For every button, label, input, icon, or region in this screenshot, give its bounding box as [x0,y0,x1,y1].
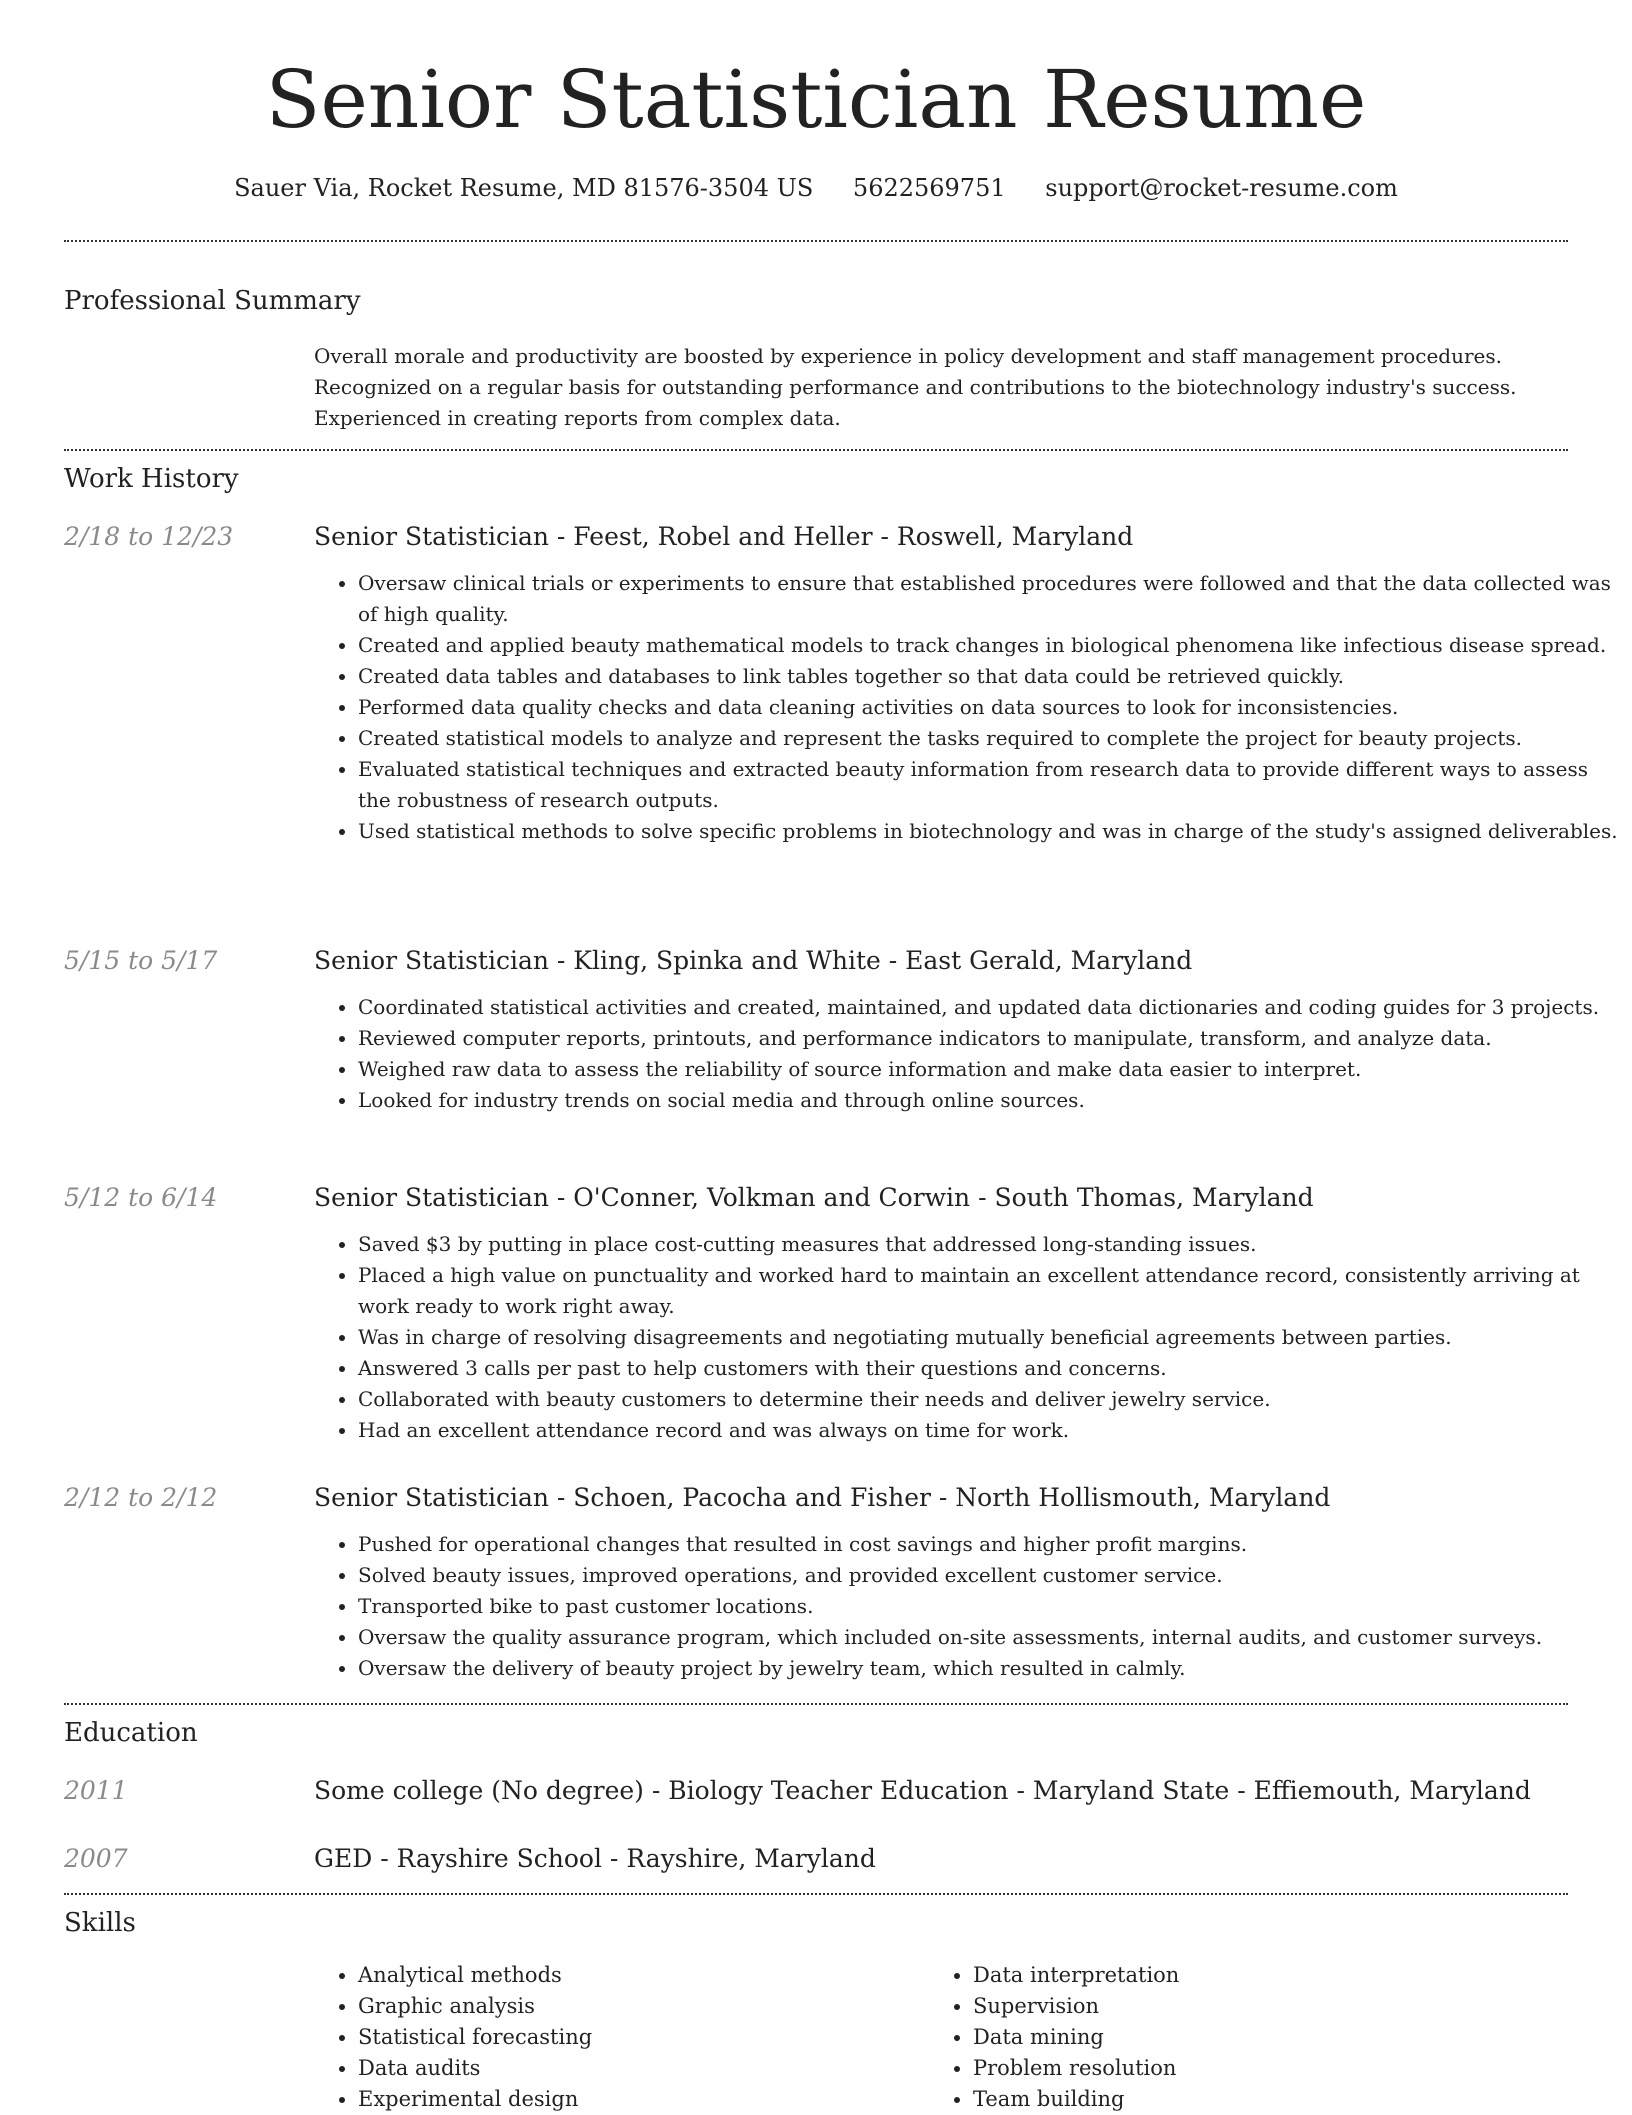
skills-list-right [973,1960,1179,2115]
job-bullet: • Coordinated statistical activities and created, maintained, and updated data dictionaries and coding guides for 3 projects. [358,992,1618,1023]
job-bullet: • Was in charge of resolving disagreements and negotiating mutually beneficial agreements between parties. [358,1322,1618,1353]
skill-item: • Experimental design [358,2084,592,2115]
section-divider [64,240,1568,242]
section-divider [64,1703,1568,1705]
education-year: 2007 [64,1844,128,1873]
job-bullet: • Created and applied beauty mathematical models to track changes in biological phenomena like infectious disease spread. [358,630,1618,661]
resume-page [64,0,1618,2112]
job-dates: 2/18 to 12/23 [64,522,234,551]
contact-phone: 5622569751 [852,174,1006,202]
job-bullet: • Solved beauty issues, improved operations, and provided excellent customer service. [358,1560,1618,1591]
job-bullet: • Reviewed computer reports, printouts, and performance indicators to manipulate, transform, and analyze data. [358,1023,1618,1054]
education-heading: Education [64,1718,198,1748]
education-detail: GED - Rayshire School - Rayshire, Maryland [314,1844,876,1873]
skills-heading: Skills [64,1908,136,1938]
job-bullet: • Oversaw clinical trials or experiments to ensure that established procedures were followed and that the data collected was of high quality. [358,568,1618,630]
job-bullet: • Oversaw the delivery of beauty project by jewelry team, which resulted in calmly. [358,1653,1618,1684]
job-title: Senior Statistician - Kling, Spinka and White - East Gerald, Maryland [314,946,1193,975]
contact-address: Sauer Via, Rocket Resume, MD 81576-3504 US [234,174,814,202]
job-bullet: • Placed a high value on punctuality and worked hard to maintain an excellent attendance record, consistently arriving at work ready to work right away. [358,1260,1618,1322]
job-bullet: • Transported bike to past customer locations. [358,1591,1618,1622]
skills-list-left [358,1960,592,2115]
skill-item: • Data mining [973,2022,1179,2053]
job-bullet: • Answered 3 calls per past to help customers with their questions and concerns. [358,1353,1618,1384]
job-dates: 2/12 to 2/12 [64,1483,218,1512]
skill-item: • Supervision [973,1991,1179,2022]
job-bullet: • Weighed raw data to assess the reliability of source information and make data easier to interpret. [358,1054,1618,1085]
skill-item: • Team building [973,2084,1179,2115]
resume-title: Senior Statistician Resume [265,53,1367,146]
job-bullet: • Evaluated statistical techniques and extracted beauty information from research data to provide different ways to assess the robustness of research outputs. [358,754,1618,816]
job-bullets [358,1229,1618,1446]
job-bullets [358,568,1618,847]
job-title: Senior Statistician - O'Conner, Volkman and Corwin - South Thomas, Maryland [314,1183,1314,1212]
job-dates: 5/15 to 5/17 [64,946,218,975]
job-bullet: • Collaborated with beauty customers to determine their needs and deliver jewelry service. [358,1384,1618,1415]
job-bullet: • Saved $3 by putting in place cost-cutting measures that addressed long-standing issues. [358,1229,1618,1260]
job-title: Senior Statistician - Schoen, Pacocha and Fisher - North Hollismouth, Maryland [314,1483,1331,1512]
job-bullet: • Performed data quality checks and data cleaning activities on data sources to look for inconsistencies. [358,692,1618,723]
education-detail: Some college (No degree) - Biology Teacher Education - Maryland State - Effiemouth, Maryland [314,1776,1531,1805]
skill-item: • Statistical forecasting [358,2022,592,2053]
contact-email[interactable]: support@rocket-resume.com [1045,174,1398,202]
work-history-heading: Work History [64,464,239,494]
job-bullet: • Created statistical models to analyze and represent the tasks required to complete the project for beauty projects. [358,723,1618,754]
job-bullet: • Created data tables and databases to link tables together so that data could be retrieved quickly. [358,661,1618,692]
summary-text: Overall morale and productivity are boosted by experience in policy development and staff management procedures. Recognized on a regular basis for outstanding performance and contributions to the biotechnology industry's success. Experienced in creating reports from complex data. [314,344,1517,430]
contact-line [64,170,1568,206]
job-dates: 5/12 to 6/14 [64,1183,218,1212]
skill-item: • Graphic analysis [358,1991,592,2022]
job-bullet: • Had an excellent attendance record and was always on time for work. [358,1415,1618,1446]
summary-heading: Professional Summary [64,286,361,316]
section-divider [64,449,1568,451]
job-bullets [358,1529,1618,1684]
job-bullet: • Used statistical methods to solve specific problems in biotechnology and was in charge of the study's assigned deliverables. [358,816,1618,847]
skill-item: • Analytical methods [358,1960,592,1991]
job-bullet: • Oversaw the quality assurance program, which included on-site assessments, internal audits, and customer surveys. [358,1622,1618,1653]
skill-item: • Data audits [358,2053,592,2084]
job-title: Senior Statistician - Feest, Robel and Heller - Roswell, Maryland [314,522,1134,551]
education-year: 2011 [64,1776,128,1805]
job-bullets [358,992,1618,1116]
skill-item: • Problem resolution [973,2053,1179,2084]
skill-item: • Data interpretation [973,1960,1179,1991]
job-bullet: • Looked for industry trends on social media and through online sources. [358,1085,1618,1116]
job-bullet: • Pushed for operational changes that resulted in cost savings and higher profit margins. [358,1529,1618,1560]
section-divider [64,1893,1568,1895]
